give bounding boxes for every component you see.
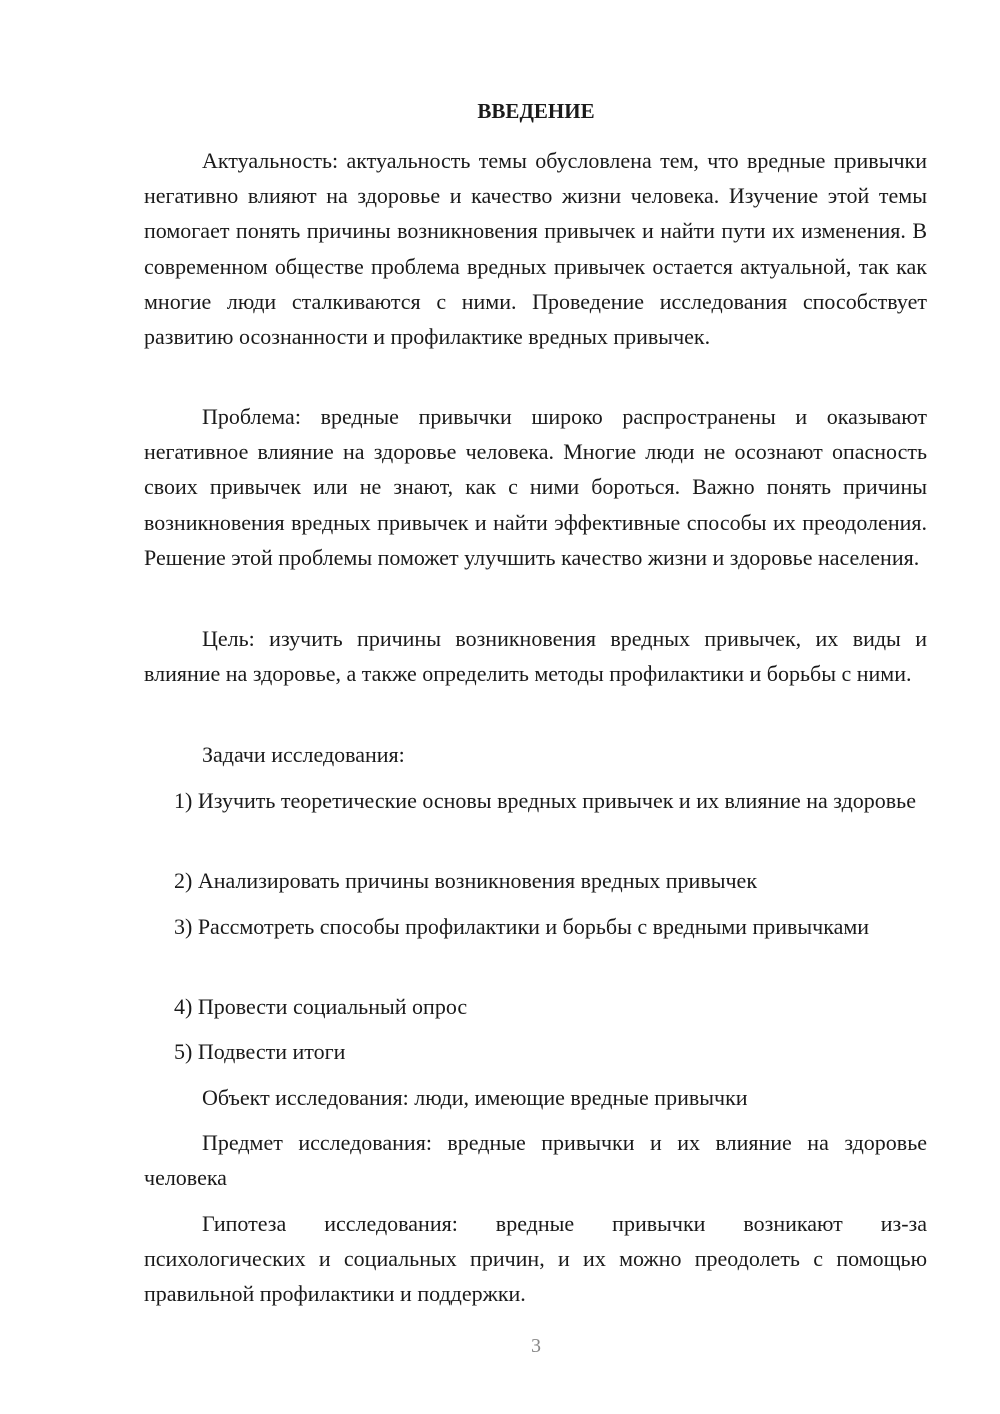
task-item-3: 3) Рассмотреть способы профилактики и борьбы с вредными привычками <box>174 914 870 939</box>
goal-paragraph: Цель: изучить причины возникновения вредных привычек, их виды и влияние на здоровье, а также определить методы профилактики и борьбы с ними. <box>144 626 927 687</box>
tasks-heading: Задачи исследования: <box>202 742 405 767</box>
task-item-5: 5) Подвести итоги <box>174 1039 346 1064</box>
problem-paragraph: Проблема: вредные привычки широко распространены и оказывают негативное влияние на здоровье человека. Многие люди не осознают опасность своих привычек или не знают, как с ними бороться. Важно понять причины возникновения вредных привычек и найти эффективные способы их преодоления. Решение этой проблемы поможет улучшить качество жизни и здоровье населения. <box>144 404 927 570</box>
subject-paragraph: Предмет исследования: вредные привычки и их влияние на здоровье человека <box>144 1130 927 1191</box>
hypothesis-paragraph: Гипотеза исследования: вредные привычки возникают из-за психологических и социальных причин, и их можно преодолеть с помощью правильной профилактики и поддержки. <box>144 1211 927 1307</box>
page-number: 3 <box>531 1335 541 1357</box>
relevance-paragraph: Актуальность: актуальность темы обусловлена тем, что вредные привычки негативно влияют на здоровье и качество жизни человека. Изучение этой темы помогает понять причины возникновения привычек и найти пути их изменения. В современном обществе проблема вредных привычек остается актуальной, так как многие люди сталкиваются с ними. Проведение исследования способствует развитию осознанности и профилактике вредных привычек. <box>144 148 927 350</box>
task-item-1: 1) Изучить теоретические основы вредных привычек и их влияние на здоровье <box>174 788 916 813</box>
section-title: ВВЕДЕНИЕ <box>477 99 595 123</box>
task-item-2: 2) Анализировать причины возникновения вредных привычек <box>174 868 758 893</box>
task-item-4: 4) Провести социальный опрос <box>174 994 468 1019</box>
object-paragraph: Объект исследования: люди, имеющие вредные привычки <box>202 1085 748 1110</box>
